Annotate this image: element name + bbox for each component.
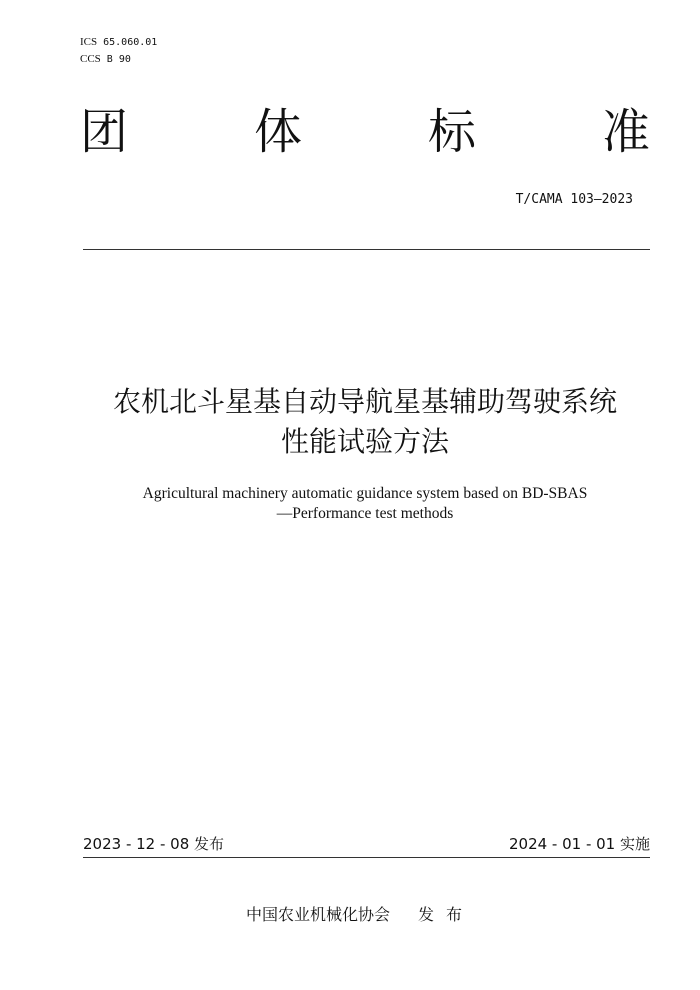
title-char-1: 团: [80, 104, 129, 160]
standard-number: T/CAMA 103—2023: [515, 192, 633, 207]
implement-date: 2024 - 01 - 01 实施: [508, 835, 650, 853]
ics-code: 65.060.01: [103, 37, 158, 48]
publisher-organization: 中国农业机械化协会: [246, 905, 391, 924]
english-title: [60, 484, 670, 524]
publisher-action: 发布: [418, 905, 475, 924]
publisher: [246, 904, 474, 926]
english-title-line-2: —Performance test methods: [276, 505, 454, 522]
english-title-line-1: Agricultural machinery automatic guidance system based on BD-SBAS: [142, 485, 588, 502]
title-char-3: 标: [427, 104, 476, 160]
chinese-title-line-2: 性能试验方法: [280, 425, 449, 458]
title-char-4: 准: [601, 104, 650, 160]
chinese-title-line-1: 农机北斗星基自动导航星基辅助驾驶系统: [112, 385, 617, 418]
publish-date: 2023 - 12 - 08 发布: [83, 835, 225, 853]
ccs-classification: [80, 51, 131, 68]
top-divider: [83, 249, 650, 250]
title-char-2: 体: [253, 104, 302, 160]
bottom-divider: [83, 857, 650, 858]
ccs-label: CCS: [80, 53, 101, 65]
document-type-title: [80, 102, 650, 162]
chinese-title: [60, 382, 670, 462]
ccs-code: B 90: [106, 54, 131, 65]
ics-label: ICS: [80, 36, 98, 48]
ics-classification: [80, 34, 157, 51]
